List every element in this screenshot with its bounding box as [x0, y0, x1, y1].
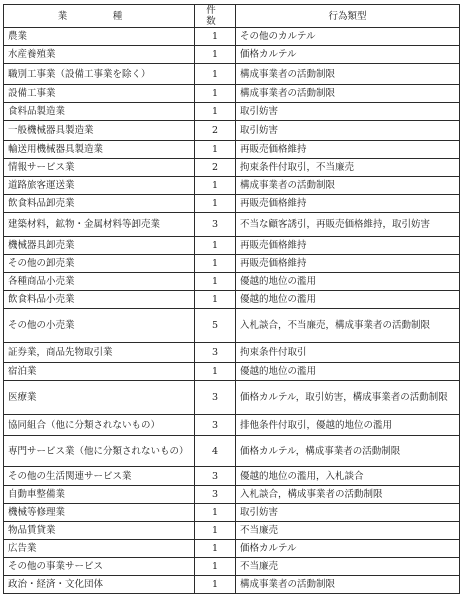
row-industry-cell: 広告業	[4, 540, 195, 558]
row-industry-cell: 自動車整備業	[4, 486, 195, 504]
table-row	[4, 177, 460, 195]
row-industry-cell: 機械等修理業	[4, 504, 195, 522]
row-industry-cell: 道路旅客運送業	[4, 177, 195, 195]
row-violation-type-cell: 価格カルテル	[236, 540, 460, 558]
row-count-cell: 3	[195, 213, 236, 237]
row-violation-type-cell: 再販売価格維持	[236, 255, 460, 273]
row-violation-type-cell: 拘束条件付取引，不当廉売	[236, 159, 460, 177]
row-industry-cell: その他の事業サービス	[4, 558, 195, 576]
table-row	[4, 255, 460, 273]
row-count-cell: 1	[195, 255, 236, 273]
row-count-cell: 1	[195, 237, 236, 255]
row-violation-type-cell: 入札談合，不当廉売，構成事業者の活動制限	[236, 309, 460, 343]
table-body	[4, 28, 460, 594]
row-count-cell: 1	[195, 46, 236, 64]
document-page	[3, 4, 459, 600]
row-violation-type-cell: 構成事業者の活動制限	[236, 85, 460, 103]
table-row	[4, 415, 460, 436]
row-violation-type-cell: 不当廉売	[236, 522, 460, 540]
header-industry: 業 種	[4, 5, 195, 28]
row-violation-type-cell: 構成事業者の活動制限	[236, 177, 460, 195]
row-industry-cell: 一般機械器具製造業	[4, 121, 195, 141]
row-count-cell: 2	[195, 121, 236, 141]
table-row	[4, 436, 460, 467]
row-industry-cell: 物品賃貸業	[4, 522, 195, 540]
table-row	[4, 213, 460, 237]
row-count-cell: 1	[195, 28, 236, 46]
row-count-cell: 3	[195, 467, 236, 486]
table-row	[4, 291, 460, 309]
row-industry-cell: 政治・経済・文化団体	[4, 576, 195, 594]
row-count-cell: 1	[195, 291, 236, 309]
row-violation-type-cell: 優越的地位の濫用	[236, 273, 460, 291]
row-count-cell: 1	[195, 85, 236, 103]
row-violation-type-cell: 優越的地位の濫用	[236, 363, 460, 381]
row-count-cell: 3	[195, 486, 236, 504]
header-count: 件 数	[195, 5, 236, 28]
row-violation-type-cell: 構成事業者の活動制限	[236, 64, 460, 85]
table-row	[4, 103, 460, 121]
header-violation-type: 行為類型	[236, 5, 460, 28]
table-row	[4, 46, 460, 64]
row-count-cell: 3	[195, 415, 236, 436]
row-industry-cell: 飲食料品卸売業	[4, 195, 195, 213]
row-count-cell: 3	[195, 343, 236, 363]
row-count-cell: 1	[195, 177, 236, 195]
table-row	[4, 159, 460, 177]
row-violation-type-cell: 取引妨害	[236, 103, 460, 121]
table-row	[4, 85, 460, 103]
row-industry-cell: 協同組合（他に分類されないもの）	[4, 415, 195, 436]
table-row	[4, 504, 460, 522]
row-violation-type-cell: 不当な顧客誘引，再販売価格維持，取引妨害	[236, 213, 460, 237]
table-row	[4, 195, 460, 213]
row-industry-cell: 各種商品小売業	[4, 273, 195, 291]
row-count-cell: 1	[195, 141, 236, 159]
table-row	[4, 486, 460, 504]
row-count-cell: 4	[195, 436, 236, 467]
table-row	[4, 467, 460, 486]
table-row	[4, 381, 460, 415]
table-row	[4, 28, 460, 46]
row-count-cell: 1	[195, 363, 236, 381]
row-count-cell: 1	[195, 540, 236, 558]
row-industry-cell: その他の卸売業	[4, 255, 195, 273]
row-count-cell: 1	[195, 558, 236, 576]
row-violation-type-cell: 拘束条件付取引	[236, 343, 460, 363]
table-row	[4, 64, 460, 85]
row-violation-type-cell: 再販売価格維持	[236, 195, 460, 213]
row-industry-cell: 宿泊業	[4, 363, 195, 381]
table-row	[4, 237, 460, 255]
table-row	[4, 522, 460, 540]
row-count-cell: 1	[195, 576, 236, 594]
row-violation-type-cell: 排他条件付取引，優越的地位の濫用	[236, 415, 460, 436]
table-row	[4, 343, 460, 363]
row-violation-type-cell: 再販売価格維持	[236, 141, 460, 159]
row-count-cell: 1	[195, 195, 236, 213]
table-header-row	[4, 5, 460, 28]
row-violation-type-cell: その他のカルテル	[236, 28, 460, 46]
row-industry-cell: 医療業	[4, 381, 195, 415]
row-industry-cell: 飲食料品小売業	[4, 291, 195, 309]
table-row	[4, 141, 460, 159]
table-row	[4, 576, 460, 594]
row-count-cell: 1	[195, 64, 236, 85]
row-industry-cell: 職別工事業（設備工事業を除く）	[4, 64, 195, 85]
row-industry-cell: 機械器具卸売業	[4, 237, 195, 255]
row-count-cell: 1	[195, 522, 236, 540]
row-industry-cell: 建築材料，鉱物・金属材料等卸売業	[4, 213, 195, 237]
row-industry-cell: その他の小売業	[4, 309, 195, 343]
table-row	[4, 558, 460, 576]
row-count-cell: 1	[195, 103, 236, 121]
row-violation-type-cell: 優越的地位の濫用，入札談合	[236, 467, 460, 486]
row-industry-cell: 輸送用機械器具製造業	[4, 141, 195, 159]
row-industry-cell: 証券業，商品先物取引業	[4, 343, 195, 363]
table-row	[4, 540, 460, 558]
row-industry-cell: 専門サービス業（他に分類されないもの）	[4, 436, 195, 467]
row-violation-type-cell: 取引妨害	[236, 121, 460, 141]
row-count-cell: 1	[195, 273, 236, 291]
row-industry-cell: 情報サービス業	[4, 159, 195, 177]
row-count-cell: 3	[195, 381, 236, 415]
row-violation-type-cell: 入札談合，構成事業者の活動制限	[236, 486, 460, 504]
row-violation-type-cell: 価格カルテル，取引妨害，構成事業者の活動制限	[236, 381, 460, 415]
row-count-cell: 5	[195, 309, 236, 343]
row-industry-cell: 食料品製造業	[4, 103, 195, 121]
row-violation-type-cell: 価格カルテル	[236, 46, 460, 64]
row-count-cell: 2	[195, 159, 236, 177]
row-violation-type-cell: 優越的地位の濫用	[236, 291, 460, 309]
row-violation-type-cell: 再販売価格維持	[236, 237, 460, 255]
row-count-cell: 1	[195, 504, 236, 522]
row-industry-cell: 農業	[4, 28, 195, 46]
row-industry-cell: 設備工事業	[4, 85, 195, 103]
table-row	[4, 273, 460, 291]
table-row	[4, 121, 460, 141]
row-violation-type-cell: 価格カルテル，構成事業者の活動制限	[236, 436, 460, 467]
row-industry-cell: その他の生活関連サービス業	[4, 467, 195, 486]
table-row	[4, 309, 460, 343]
row-violation-type-cell: 不当廉売	[236, 558, 460, 576]
industry-violation-table	[3, 4, 460, 594]
table-row	[4, 363, 460, 381]
row-violation-type-cell: 構成事業者の活動制限	[236, 576, 460, 594]
row-violation-type-cell: 取引妨害	[236, 504, 460, 522]
row-industry-cell: 水産養殖業	[4, 46, 195, 64]
